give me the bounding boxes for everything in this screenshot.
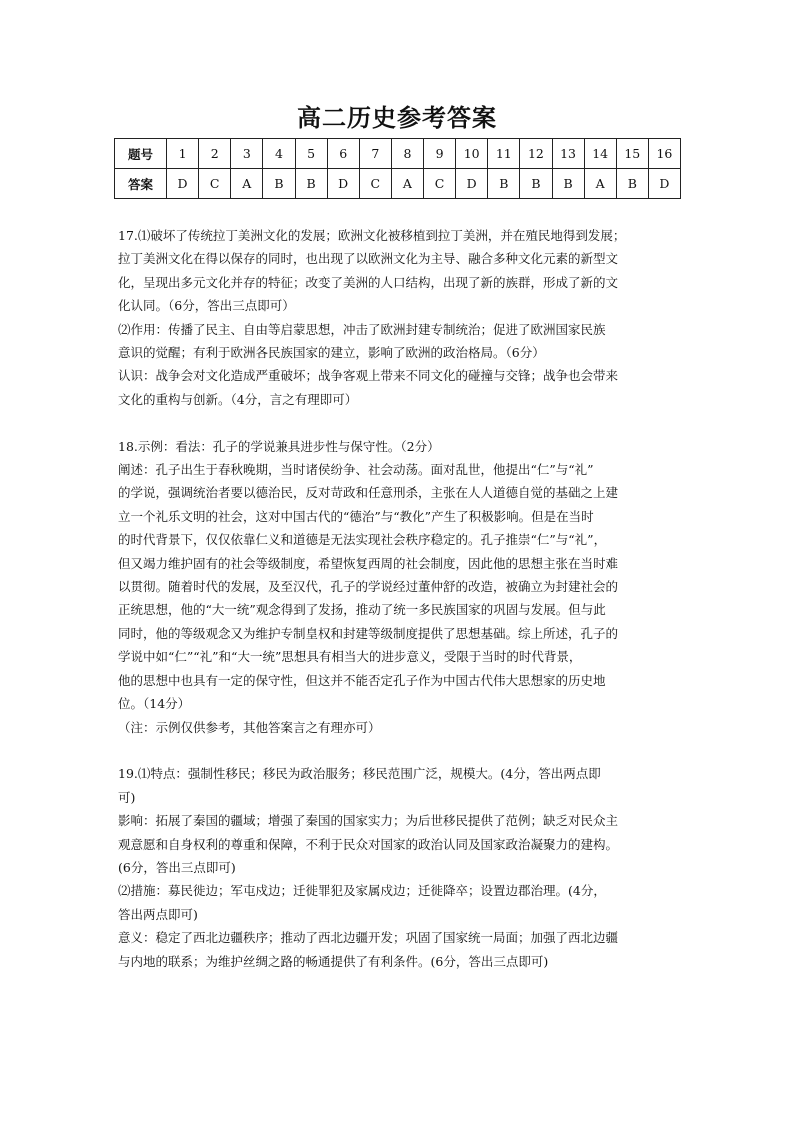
answer-cell: B [295,169,327,199]
page-title: 高二历史参考答案 [297,104,497,132]
text-line: 化认同。（6分，答出三点即可） [118,298,295,314]
answer-cell: B [616,169,648,199]
answer-cell: C [359,169,391,199]
answer-table [114,138,681,199]
answer-header: 答案 [115,169,167,199]
answer-cell: A [231,169,263,199]
answer-cell: A [391,169,423,199]
question-number: 9 [424,139,456,169]
question-number: 7 [359,139,391,169]
answer-content [118,224,680,973]
question-number: 15 [616,139,648,169]
text-line: 与内地的联系；为维护丝绸之路的畅通提供了有利条件。(6分，答出三点即可) [118,953,549,969]
text-line: 正统思想，他的“大一统”观念得到了发扬，推动了统一多民族国家的巩固与发展。但与此 [118,602,606,618]
text-line: 观意愿和自身权利的尊重和保障，不利于民众对国家的政治认同及国家政治凝聚力的建构。 [118,836,619,852]
answer-cell: B [263,169,295,199]
question-number: 16 [648,139,680,169]
question-number: 6 [327,139,359,169]
question-number: 11 [488,139,520,169]
text-line: 认识：战争会对文化造成严重破坏；战争客观上带来不同文化的碰撞与交锋；战争也会带来 [118,368,619,384]
text-line: 但又竭力维护固有的社会等级制度，希望恢复西周的社会制度，因此他的思想主张在当时难 [118,555,619,571]
text-line: ⑵作用：传播了民主、自由等启蒙思想，冲击了欧洲封建专制统治；促进了欧洲国家民族 [118,321,606,337]
text-line: 学说中如“仁”“礼”和“大一统”思想具有相当大的进步意义，受限于当时的时代背景， [118,649,582,665]
note-line: （注：示例仅供参考，其他答案言之有理亦可） [118,719,381,735]
text-line: 同时，他的等级观念又为维护专制皇权和封建等级制度提供了思想基础。综上所述，孔子的 [118,625,619,641]
answer-cell: C [199,169,231,199]
question-18-answer [118,435,680,739]
question-number-header: 题号 [115,139,167,169]
text-line: 的学说，强调统治者要以德治民，反对苛政和任意刑杀，主张在人人道德自觉的基础之上建 [118,485,619,501]
text-line: ⑵措施：募民徙边；军屯戍边；迁徙罪犯及家属戍边；迁徙降卒；设置边郡治理。(4分， [118,883,606,899]
question-19-answer [118,762,680,973]
text-line: 影响：拓展了秦国的疆域；增强了秦国的国家实力；为后世移民提供了范例；缺乏对民众主 [118,813,619,829]
text-line: 文化的重构与创新。（4分，言之有理即可） [118,391,358,407]
text-line: 他的思想中也具有一定的保守性，但这并不能否定孔子作为中国古代伟大思想家的历史地 [118,672,606,688]
question-number: 13 [552,139,584,169]
text-line: 意识的觉醒；有利于欧洲各民族国家的建立，影响了欧洲的政治格局。（6分） [118,345,545,361]
text-line: 答出两点即可) [118,906,198,922]
question-number: 14 [584,139,616,169]
question-number: 10 [456,139,488,169]
question-number: 1 [167,139,199,169]
text-line: 可) [118,789,136,805]
question-number: 8 [391,139,423,169]
text-line: 立一个礼乐文明的社会，这对中国古代的“德治”与“教化”产生了积极影响。但是在当时 [118,508,594,524]
text-line: 化，呈现出多元文化并存的特征；改变了美洲的人口结构，出现了新的族群，形成了新的文 [118,274,619,290]
text-line: 位。（14分） [118,696,191,712]
question-number: 2 [199,139,231,169]
answer-cell: D [648,169,680,199]
text-line: 19.⑴特点：强制性移民；移民为政治服务；移民范围广泛，规模大。(4分，答出两点即 [118,766,601,782]
answer-cell: D [456,169,488,199]
text-line: 拉丁美洲文化在得以保存的同时，也出现了以欧洲文化为主导、融合多种文化元素的新型文 [118,251,619,267]
answer-cell: B [488,169,520,199]
spacer [118,411,680,434]
question-number: 4 [263,139,295,169]
question-number: 5 [295,139,327,169]
spacer [118,739,680,762]
question-number: 3 [231,139,263,169]
answer-cell: D [327,169,359,199]
answer-cell: B [552,169,584,199]
text-line: 阐述：孔子出生于春秋晚期，当时诸侯纷争、社会动荡。面对乱世，他提出“仁”与“礼” [118,462,594,478]
text-line: 意义：稳定了西北边疆秩序；推动了西北边疆开发；巩固了国家统一局面；加强了西北边疆 [118,930,619,946]
question-17-answer [118,224,680,411]
answer-cell: C [424,169,456,199]
question-number-row [115,139,681,169]
answer-cell: B [520,169,552,199]
text-line: 以贯彻。随着时代的发展，及至汉代，孔子的学说经过董仲舒的改造，被确立为封建社会的 [118,579,619,595]
text-line: 17.⑴破坏了传统拉丁美洲文化的发展；欧洲文化被移植到拉丁美洲，并在殖民地得到发展； [118,228,626,243]
answer-row [115,169,681,199]
text-line: 18.示例：看法：孔子的学说兼具进步性与保守性。（2分） [118,438,440,454]
question-number: 12 [520,139,552,169]
text-line: (6分，答出三点即可) [118,859,236,875]
answer-cell: A [584,169,616,199]
answer-cell: D [167,169,199,199]
text-line: 的时代背景下，仅仅依靠仁义和道德是无法实现社会秩序稳定的。孔子推崇“仁”与“礼”， [118,532,607,548]
